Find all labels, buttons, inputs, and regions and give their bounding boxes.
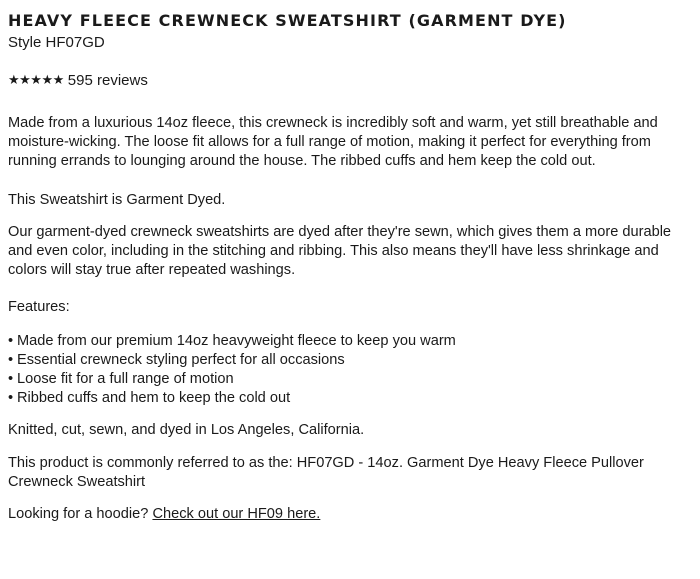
- product-details: [8, 0, 692, 524]
- feature-text: Essential crewneck styling perfect for all occasions: [17, 351, 345, 368]
- origin-text: Knitted, cut, sewn, and dyed in Los Angeles, California.: [8, 422, 365, 439]
- hoodie-link[interactable]: Check out our HF09 here.: [152, 506, 321, 523]
- referred-as-text: This product is commonly referred to as the: HF07GD - 14oz. Garment Dye Heavy Fleece Pullover Crewneck Sweatshirt: [8, 454, 644, 490]
- bullet-icon: •: [8, 332, 14, 349]
- description-intro: Made from a luxurious 14oz fleece, this crewneck is incredibly soft and warm, yet still breathable and moisture-wicking. The loose fit allows for a full range of motion, making it perfect for everything from running errands to lounging around the house. The ribbed cuffs and hem keep the cold out.: [8, 115, 658, 170]
- features-heading: Features:: [8, 299, 70, 316]
- product-rating[interactable]: [8, 69, 692, 91]
- rating-stars-icon: ★★★★★: [8, 72, 64, 88]
- garment-dyed-body: Our garment-dyed crewneck sweatshirts are dyed after they're sewn, which gives them a more durable and even color, including in the stitching and ribbing. This also means they'll have less shrinkage and colors will stay true after repeated washings.: [8, 223, 672, 279]
- feature-item: [8, 332, 692, 351]
- features-list: [8, 332, 692, 409]
- hoodie-line: [8, 505, 692, 524]
- product-description: [8, 114, 692, 524]
- bullet-icon: •: [8, 390, 14, 407]
- feature-item: [8, 370, 692, 389]
- feature-text: Made from our premium 14oz heavyweight fleece to keep you warm: [17, 332, 456, 349]
- reviews-count-link[interactable]: 595 reviews: [67, 71, 148, 89]
- product-title: HEAVY FLEECE CREWNECK SWEATSHIRT (GARMENT DYE): [8, 11, 567, 30]
- feature-item: [8, 389, 692, 408]
- feature-item: [8, 351, 692, 370]
- bullet-icon: •: [8, 371, 14, 388]
- bullet-icon: •: [8, 351, 14, 368]
- product-style-code: Style HF07GD: [8, 34, 105, 51]
- hoodie-prompt: Looking for a hoodie?: [8, 506, 149, 523]
- feature-text: Ribbed cuffs and hem to keep the cold out: [17, 390, 291, 407]
- feature-text: Loose fit for a full range of motion: [17, 371, 234, 388]
- garment-dyed-heading: This Sweatshirt is Garment Dyed.: [8, 191, 226, 208]
